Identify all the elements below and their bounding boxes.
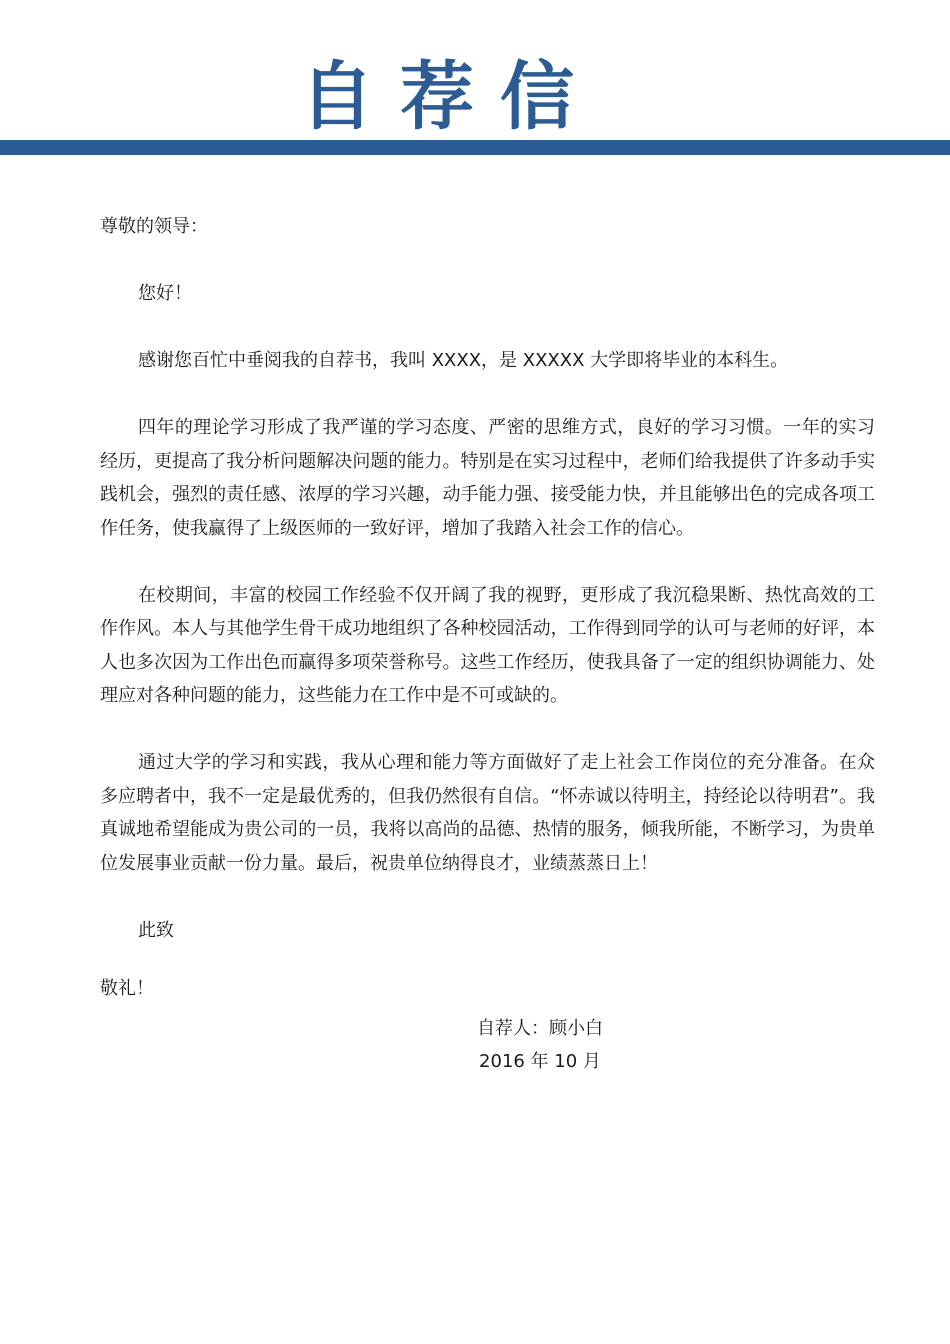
- paragraph-campus: 在校期间，丰富的校园工作经验不仅开阔了我的视野，更形成了我沉稳果断、热忱高效的工作作风。本人与其他学生骨干成功地组织了各种校园活动，工作得到同学的认可与老师的好评，本人也多次因为工作出色而赢得多项荣誉称号。这些工作经历，使我具备了一定的组织协调能力、处理应对各种问题的能力，这些能力在工作中是不可或缺的。: [100, 584, 875, 706]
- signature-date: 2016 年 10 月: [479, 1051, 601, 1072]
- paragraph-study: 四年的理论学习形成了我严谨的学习态度、严密的思维方式，良好的学习习惯。一年的实习经历，更提高了我分析问题解决问题的能力。特别是在实习过程中，老师们给我提供了许多动手实践机会，强烈的责任感、浓厚的学习兴趣，动手能力强、接受能力快，并且能够出色的完成各项工作任务，使我赢得了上级医师的一致好评，增加了我踏入社会工作的信心。: [100, 417, 875, 539]
- salutation: 尊敬的领导：: [100, 216, 208, 237]
- header-divider: [0, 140, 950, 155]
- paragraph-intro: 感谢您百忙中垂阅我的自荐书，我叫 XXXX，是 XXXXX 大学即将毕业的本科生。: [138, 350, 789, 371]
- regards: 敬礼！: [100, 978, 154, 999]
- letter-body: [100, 210, 875, 1006]
- paragraph-conclusion: 通过大学的学习和实践，我从心理和能力等方面做好了走上社会工作岗位的充分准备。在众多应聘者中，我不一定是最优秀的，但我仍然很有自信。“怀赤诚以待明主，持经论以待明君”。我真诚地希望能成为贵公司的一员，我将以高尚的品德、热情的服务，倾我所能，不断学习，为贵单位发展事业贡献一份力量。最后，祝贵单位纳得良才，业绩蒸蒸日上！: [100, 752, 875, 874]
- signature-name: 自荐人：顾小白: [477, 1018, 603, 1039]
- closing: 此致: [138, 919, 174, 941]
- page-title: 自荐信: [300, 54, 600, 140]
- signature-block: [440, 1012, 640, 1078]
- greeting: 您好！: [138, 283, 192, 304]
